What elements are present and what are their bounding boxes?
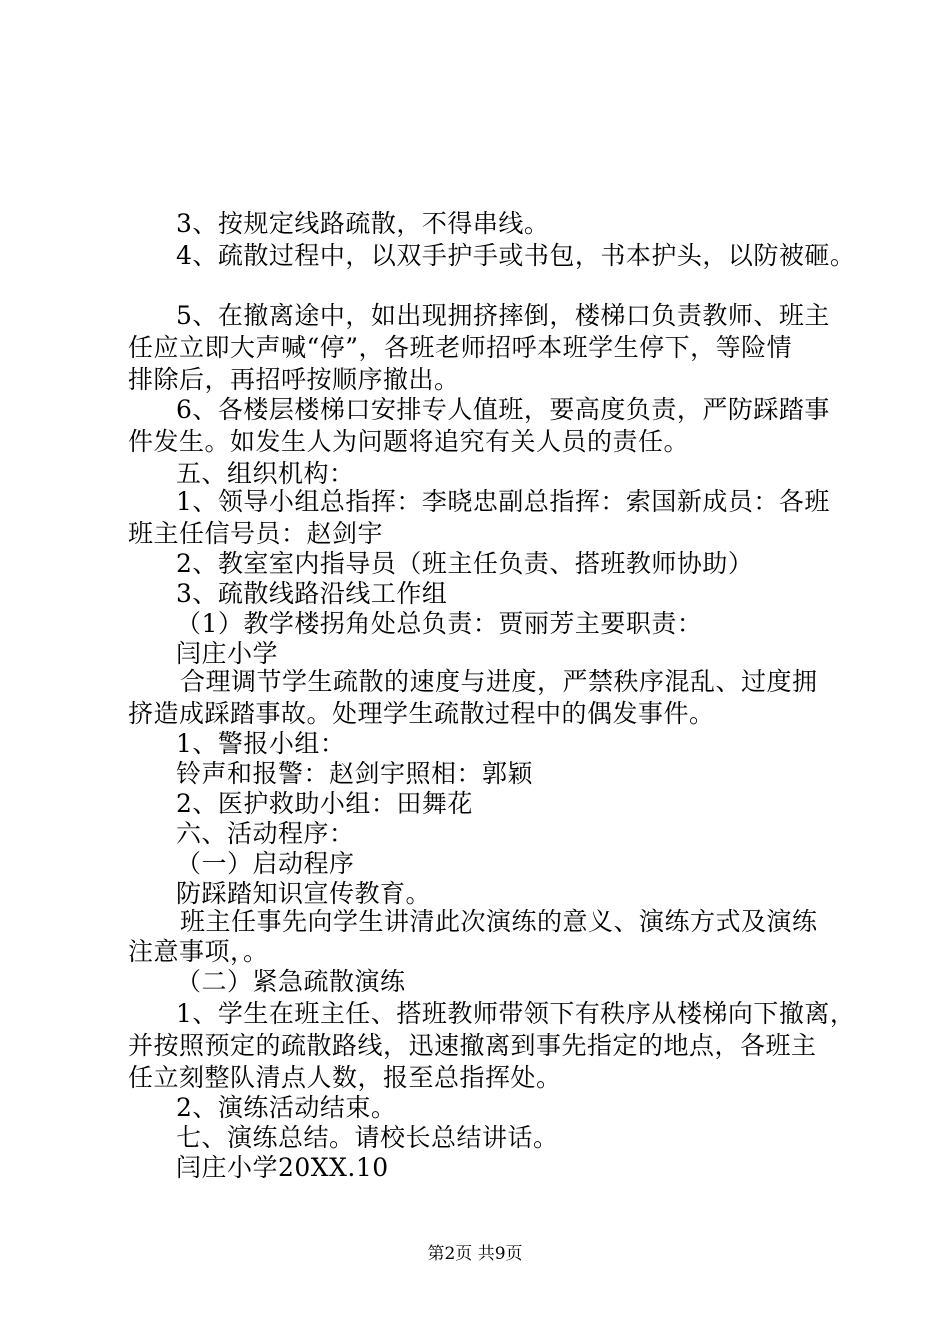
- paragraph-line: 1、学生在班主任、搭班教师带领下有秩序从楼梯向下撤离，: [176, 999, 856, 1028]
- signature-line: 闫庄小学20XX.10: [176, 1153, 389, 1182]
- paragraph-line: 5、在撤离途中，如出现拥挤摔倒，楼梯口负责教师、班主: [176, 301, 830, 330]
- subsection-heading: （二）紧急疏散演练: [176, 967, 406, 996]
- paragraph-line: 1、领导小组总指挥：李晓忠副总指挥：索国新成员：各班: [176, 487, 830, 516]
- section-heading: 七、演练总结。请校长总结讲话。: [176, 1123, 559, 1152]
- section-heading: 六、活动程序：: [176, 819, 355, 848]
- paragraph-line: 2、教室室内指导员（班主任负责、搭班教师协助）: [176, 549, 754, 578]
- page-number-footer: 第2页 共9页: [427, 1244, 523, 1264]
- paragraph-line: 合理调节学生疏散的速度与进度，严禁秩序混乱、过度拥: [180, 667, 818, 696]
- paragraph-line: 6、各楼层楼梯口安排专人值班，要高度负责，严防踩踏事: [176, 395, 830, 424]
- paragraph-line: 2、医护救助小组：田舞花: [176, 789, 473, 818]
- school-name-line: 闫庄小学: [176, 639, 279, 668]
- paragraph-line: 并按照预定的疏散路线，迅速撤离到事先指定的地点，各班主: [128, 1031, 817, 1060]
- paragraph-line: 3、疏散线路沿线工作组: [176, 579, 448, 608]
- paragraph-line: 班主任事先向学生讲清此次演练的意义、演练方式及演练: [180, 907, 818, 936]
- section-heading: 五、组织机构：: [176, 459, 355, 488]
- paragraph-line: 任应立即大声喊“停”，各班老师招呼本班学生停下，等险情: [128, 333, 793, 362]
- paragraph-line: 3、按规定线路疏散，不得串线。: [176, 209, 550, 238]
- paragraph-line: 2、演练活动结束。: [176, 1093, 397, 1122]
- paragraph-line: 4、疏散过程中，以双手护手或书包，书本护头，以防被砸。: [176, 241, 856, 270]
- paragraph-line: 排除后，再招呼按顺序撤出。: [128, 365, 460, 394]
- paragraph-line: （1）教学楼拐角处总负责：贾丽芳主要职责：: [176, 609, 703, 638]
- paragraph-line: 注意事项，。: [128, 937, 269, 966]
- paragraph-line: 防踩踏知识宣传教育。: [176, 879, 432, 908]
- paragraph-line: 1、警报小组：: [176, 729, 346, 758]
- paragraph-line: 铃声和报警：赵剑宇照相：郭颖: [176, 759, 534, 788]
- subsection-heading: （一）启动程序: [176, 849, 355, 878]
- paragraph-line: 任立刻整队清点人数，报至总指挥处。: [128, 1063, 562, 1092]
- paragraph-line: 件发生。如发生人为问题将追究有关人员的责任。: [128, 427, 690, 456]
- paragraph-line: 班主任信号员：赵剑宇: [128, 519, 384, 548]
- paragraph-line: 挤造成踩踏事故。处理学生疏散过程中的偶发事件。: [128, 699, 715, 728]
